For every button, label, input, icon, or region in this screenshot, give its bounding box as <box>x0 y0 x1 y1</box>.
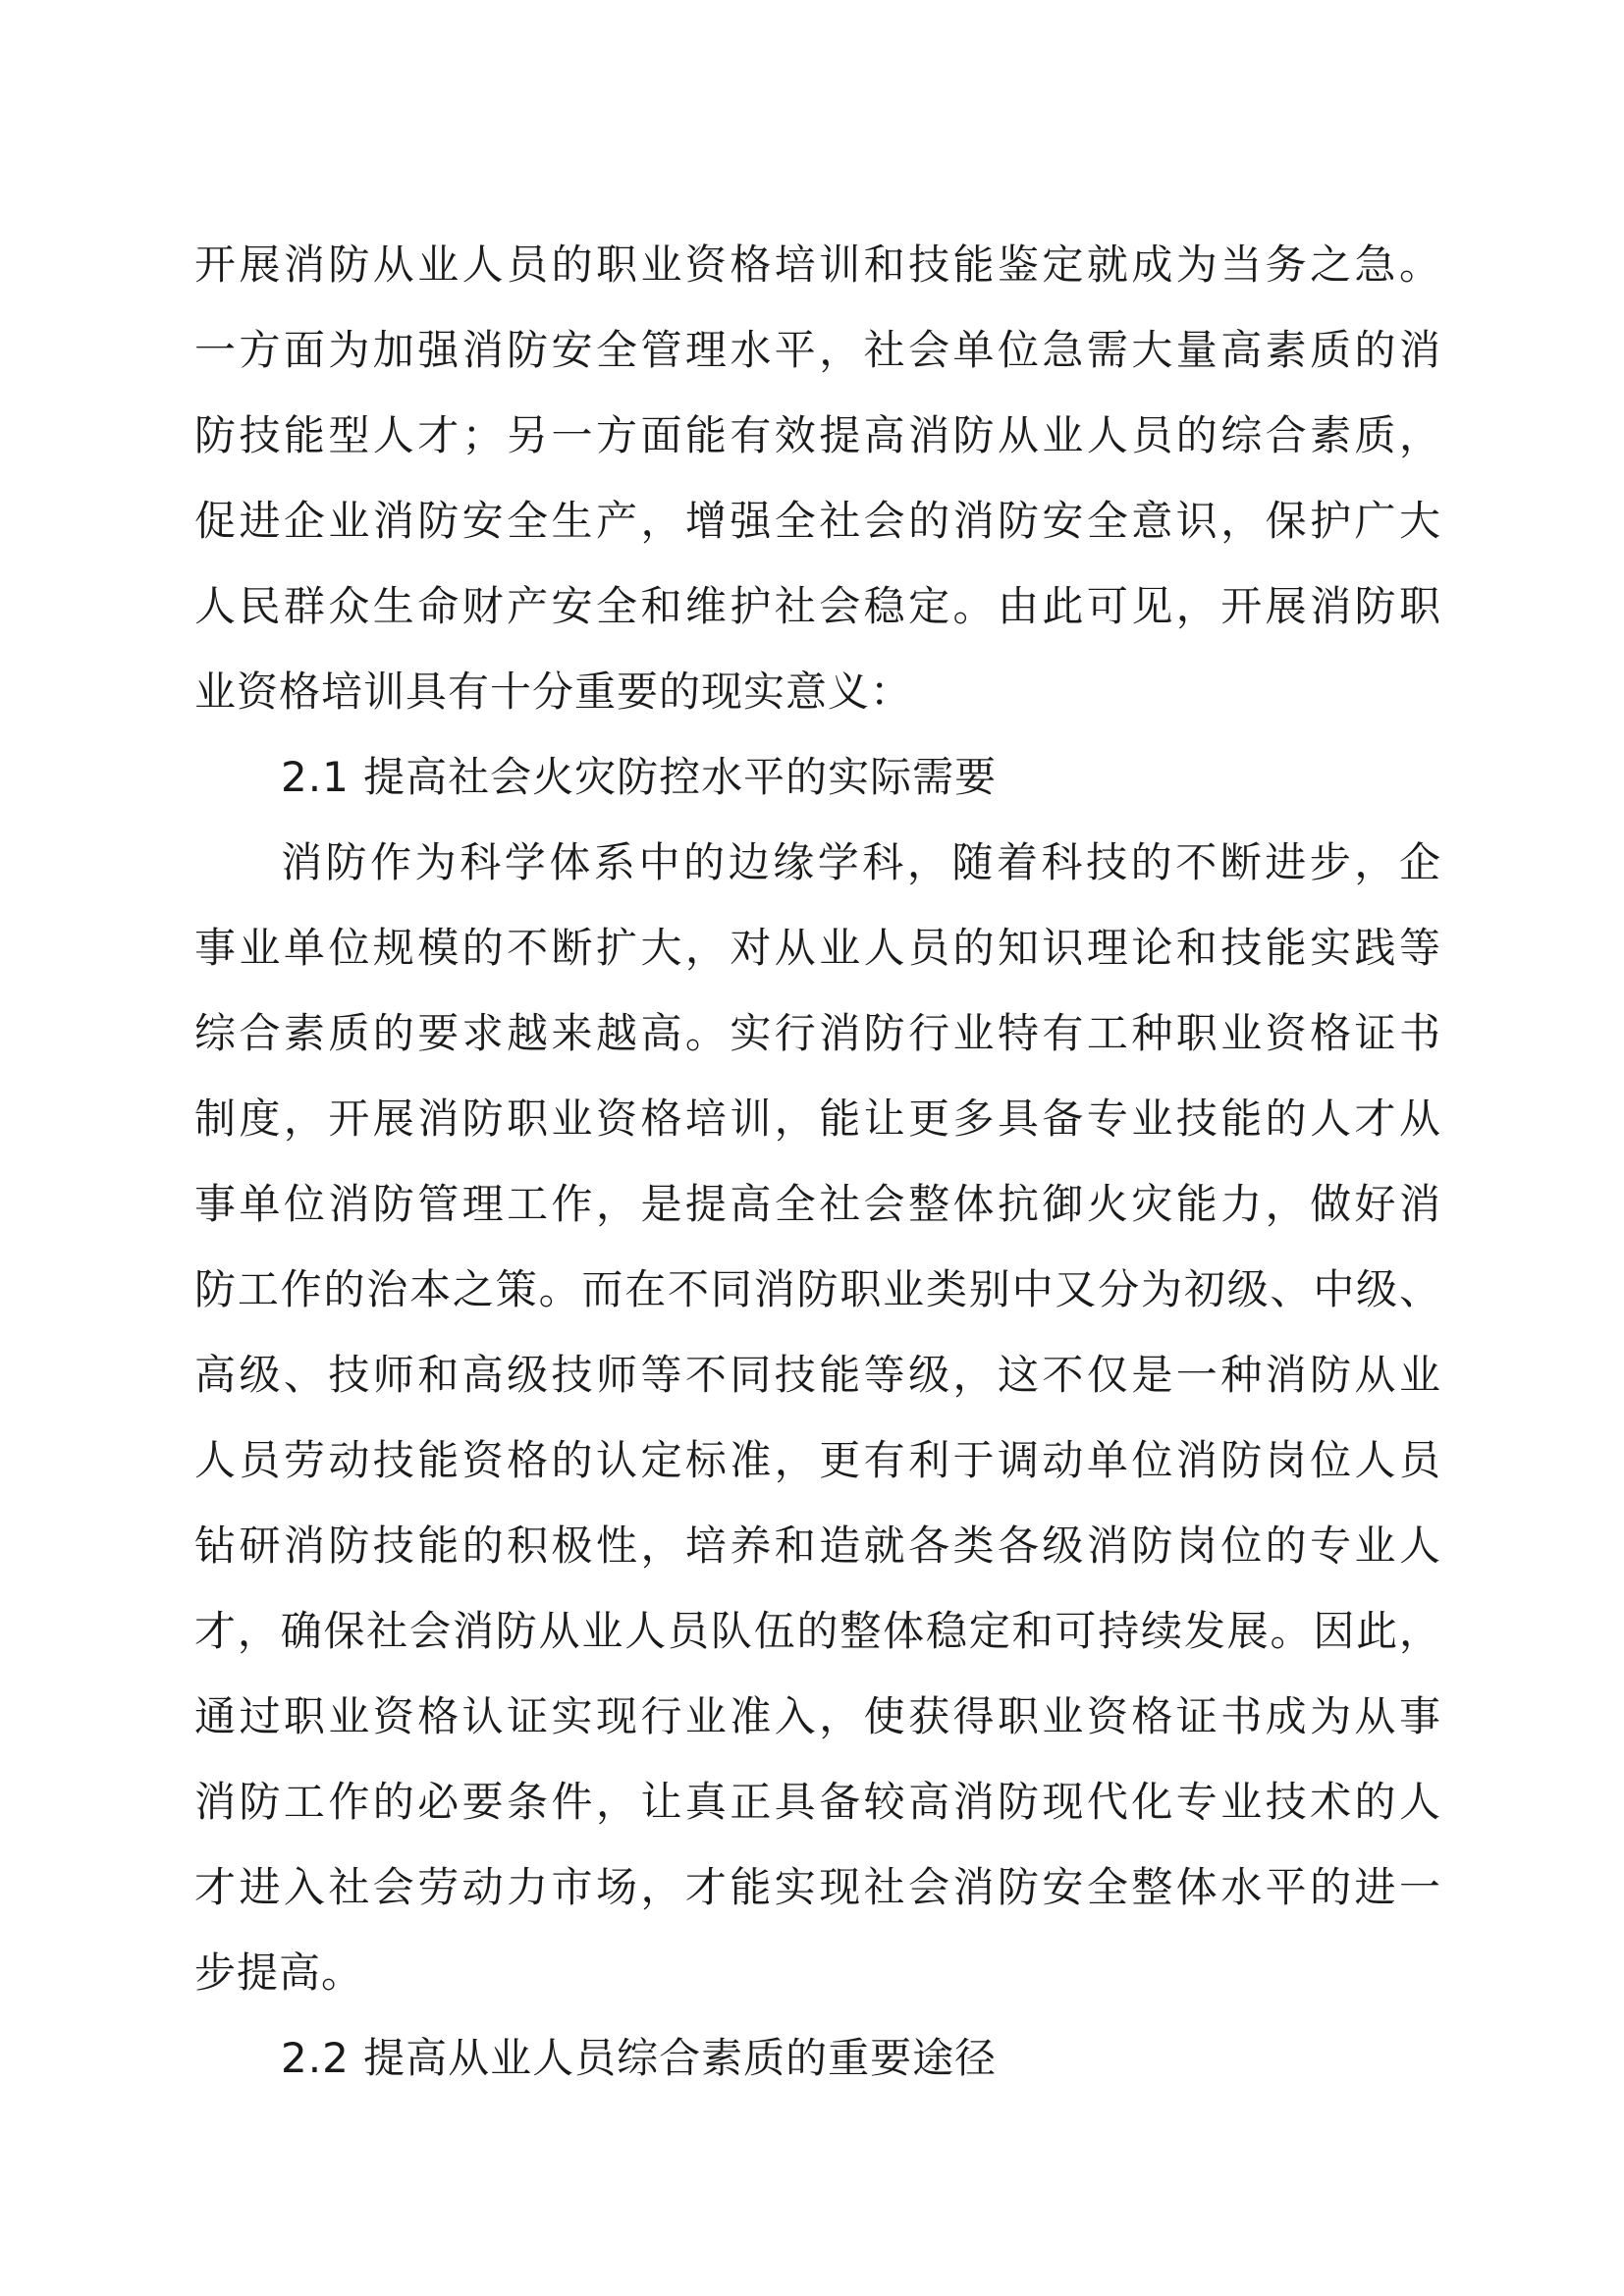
paragraph-line: 制度，开展消防职业资格培训，能让更多具备专业技能的人才从 <box>194 1095 1441 1143</box>
paragraph-line: 一方面为加强消防安全管理水平，社会单位急需大量高素质的消 <box>194 326 1441 374</box>
paragraph-line: 业资格培训具有十分重要的现实意义： <box>194 667 913 716</box>
paragraph-line: 才，确保社会消防从业人员队伍的整体稳定和可持续发展。因此， <box>194 1607 1441 1655</box>
paragraph-line: 才进入社会劳动力市场，才能实现社会消防安全整体水平的进一 <box>194 1863 1441 1911</box>
paragraph-line: 人员劳动技能资格的认定标准，更有利于调动单位消防岗位人员 <box>194 1436 1441 1484</box>
document-body <box>194 222 1441 2101</box>
paragraph-line: 开展消防从业人员的职业资格培训和技能鉴定就成为当务之急。 <box>194 240 1441 289</box>
paragraph-line: 事业单位规模的不断扩大，对从业人员的知识理论和技能实践等 <box>194 924 1441 972</box>
paragraph-line: 人民群众生命财产安全和维护社会稳定。由此可见，开展消防职 <box>194 582 1441 630</box>
paragraph-line: 防技能型人才；另一方面能有效提高消防从业人员的综合素质， <box>194 411 1441 459</box>
paragraph-line: 促进企业消防安全生产，增强全社会的消防安全意识，保护广大 <box>194 497 1441 545</box>
section-heading-2-2: 2.2 提高从业人员综合素质的重要途径 <box>281 2034 998 2082</box>
paragraph-line: 通过职业资格认证实现行业准入，使获得职业资格证书成为从事 <box>194 1692 1441 1740</box>
paragraph-line: 事单位消防管理工作，是提高全社会整体抗御火灾能力，做好消 <box>194 1180 1441 1228</box>
section-heading-2-1: 2.1 提高社会火灾防控水平的实际需要 <box>281 753 998 801</box>
paragraph-line: 消防作为科学体系中的边缘学科，随着科技的不断进步，企 <box>281 838 1441 886</box>
paragraph-line: 综合素质的要求越来越高。实行消防行业特有工种职业资格证书 <box>194 1009 1441 1057</box>
paragraph-line: 步提高。 <box>194 1949 364 1997</box>
paragraph-line: 防工作的治本之策。而在不同消防职业类别中又分为初级、中级、 <box>194 1265 1441 1313</box>
paragraph-line: 消防工作的必要条件，让真正具备较高消防现代化专业技术的人 <box>194 1778 1441 1826</box>
paragraph-line: 高级、技师和高级技师等不同技能等级，这不仅是一种消防从业 <box>194 1351 1441 1399</box>
paragraph-line: 钻研消防技能的积极性，培养和造就各类各级消防岗位的专业人 <box>194 1522 1441 1570</box>
